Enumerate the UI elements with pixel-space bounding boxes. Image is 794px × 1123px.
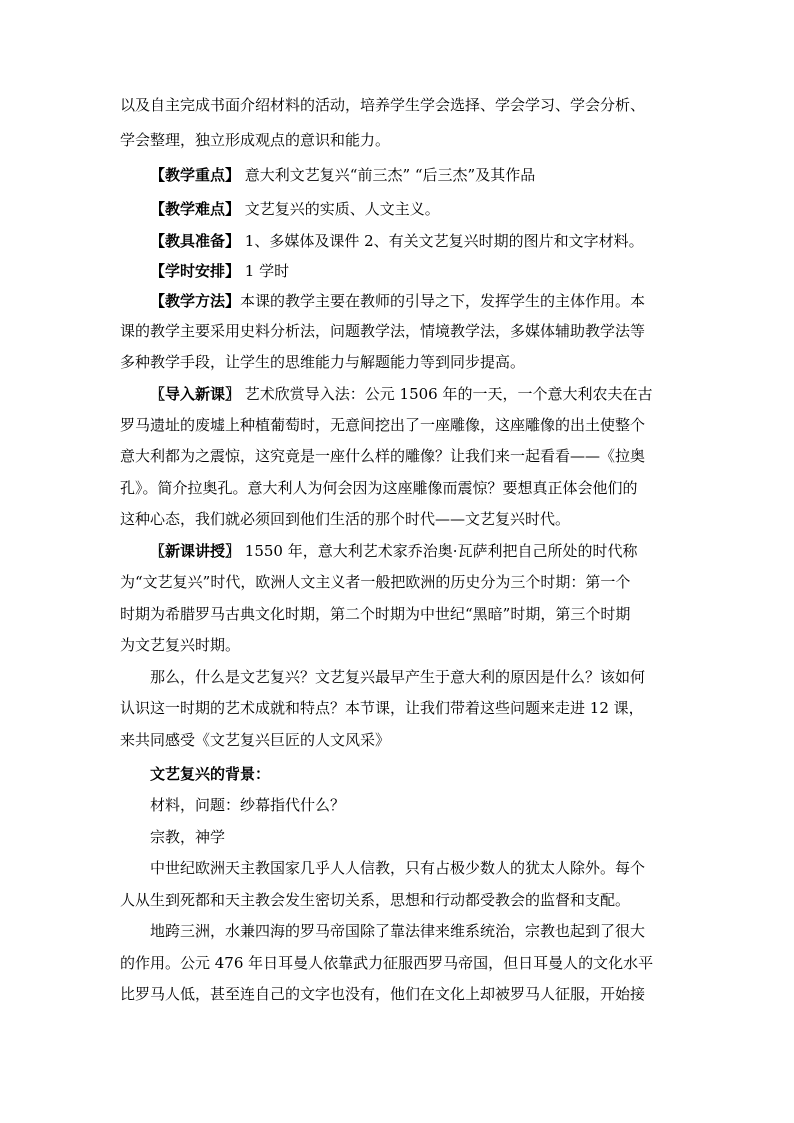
- paragraph-line: 多种教学手段，让学生的思维能力与解题能力等到同步提高。: [120, 353, 526, 371]
- intro-text: 艺术欣赏导入法：公元 1506 年的一天，一个意大利农夫在古: [240, 385, 653, 403]
- teaching-difficulty-text: 文艺复兴的实质、人文主义。: [240, 200, 440, 218]
- paragraph-line: 认识这一时期的艺术成就和特点？本节课，让我们带着这些问题来走进 12 课，: [120, 699, 644, 717]
- paragraph-line: 以及自主完成书面介绍材料的活动，培养学生学会选择、学会学习、学会分析、: [120, 96, 646, 114]
- teaching-difficulty-label: 【教学难点】: [150, 200, 241, 218]
- paragraph-line: 罗马遗址的废墟上种植葡萄时，无意间挖出了一座雕像，这座雕像的出土使整个: [120, 416, 646, 434]
- paragraph-line: 比罗马人低，甚至连自己的文字也没有，他们在文化上却被罗马人征服，开始接: [120, 985, 646, 1003]
- teaching-focus-text: 意大利文艺复兴“前三杰” “后三杰”及其作品: [240, 166, 536, 184]
- teaching-aids-label: 【教具准备】: [150, 232, 241, 250]
- paragraph-line: 地跨三洲，水兼四海的罗马帝国除了靠法律来维系统治，宗教也起到了很大: [150, 922, 646, 940]
- class-hours-line: [150, 260, 680, 282]
- paragraph-line: 的作用。公元 476 年日耳曼人依靠武力征服西罗马帝国，但日耳曼人的文化水平: [120, 954, 654, 972]
- paragraph-line: 来共同感受《文艺复兴巨匠的人文风采》: [120, 731, 391, 749]
- new-lesson-line: [150, 540, 680, 562]
- paragraph-line: 人从生到死都和天主教会发生密切关系，思想和行动都受教会的监督和支配。: [120, 891, 631, 909]
- class-hours-label: 【学时安排】: [150, 262, 241, 280]
- paragraph-line: 时期为希腊罗马古典文化时期，第二个时期为中世纪“黑暗”时期，第三个时期: [120, 605, 631, 623]
- paragraph-line: 宗教，神学: [150, 828, 226, 846]
- class-hours-text: 1 学时: [240, 262, 290, 280]
- new-lesson-label: 〖新课讲授〗: [150, 542, 241, 560]
- section-heading: 文艺复兴的背景：: [150, 765, 271, 783]
- paragraph-line: 意大利都为之震惊，这究竟是一座什么样的雕像？让我们来一起看看——《拉奥: [120, 447, 646, 465]
- teaching-focus-label: 【教学重点】: [150, 166, 241, 184]
- paragraph-line: 材料，问题：纱幕指代什么？: [150, 796, 346, 814]
- teaching-aids-line: [150, 230, 680, 252]
- paragraph-line: 中世纪欧洲天主教国家几乎人人信教，只有占极少数人的犹太人除外。每个: [150, 859, 646, 877]
- paragraph-line: 那么，什么是文艺复兴？文艺复兴最早产生于意大利的原因是什么？该如何: [150, 668, 646, 686]
- teaching-difficulty-line: [150, 198, 680, 220]
- paragraph-line: 为文艺复兴时期。: [120, 636, 241, 654]
- intro-label: 〖导入新课〗: [150, 385, 241, 403]
- intro-line: [150, 383, 680, 405]
- paragraph-line: 为“文艺复兴”时代，欧洲人文主义者一般把欧洲的历史分为三个时期：第一个: [120, 573, 631, 591]
- paragraph-line: 这种心态，我们就必须回到他们生活的那个时代——文艺复兴时代。: [120, 510, 571, 528]
- teaching-method-line: [150, 290, 680, 312]
- teaching-method-label: 【教学方法】: [150, 292, 241, 310]
- teaching-method-text: 本课的教学主要在教师的引导之下，发挥学生的主体作用。本: [240, 292, 646, 310]
- paragraph-line: 学会整理，独立形成观点的意识和能力。: [120, 131, 391, 149]
- paragraph-line: 孔》。简介拉奥孔。意大利人为何会因为这座雕像而震惊？要想真正体会他们的: [120, 479, 638, 497]
- new-lesson-text: 1550 年，意大利艺术家乔治奥·瓦萨利把自己所处的时代称: [240, 542, 638, 560]
- teaching-aids-text: 1、多媒体及课件 2、有关文艺复兴时期的图片和文字材料。: [240, 232, 644, 250]
- paragraph-line: 课的教学主要采用史料分析法，问题教学法，情境教学法，多媒体辅助教学法等: [120, 322, 646, 340]
- teaching-focus-line: [150, 164, 680, 186]
